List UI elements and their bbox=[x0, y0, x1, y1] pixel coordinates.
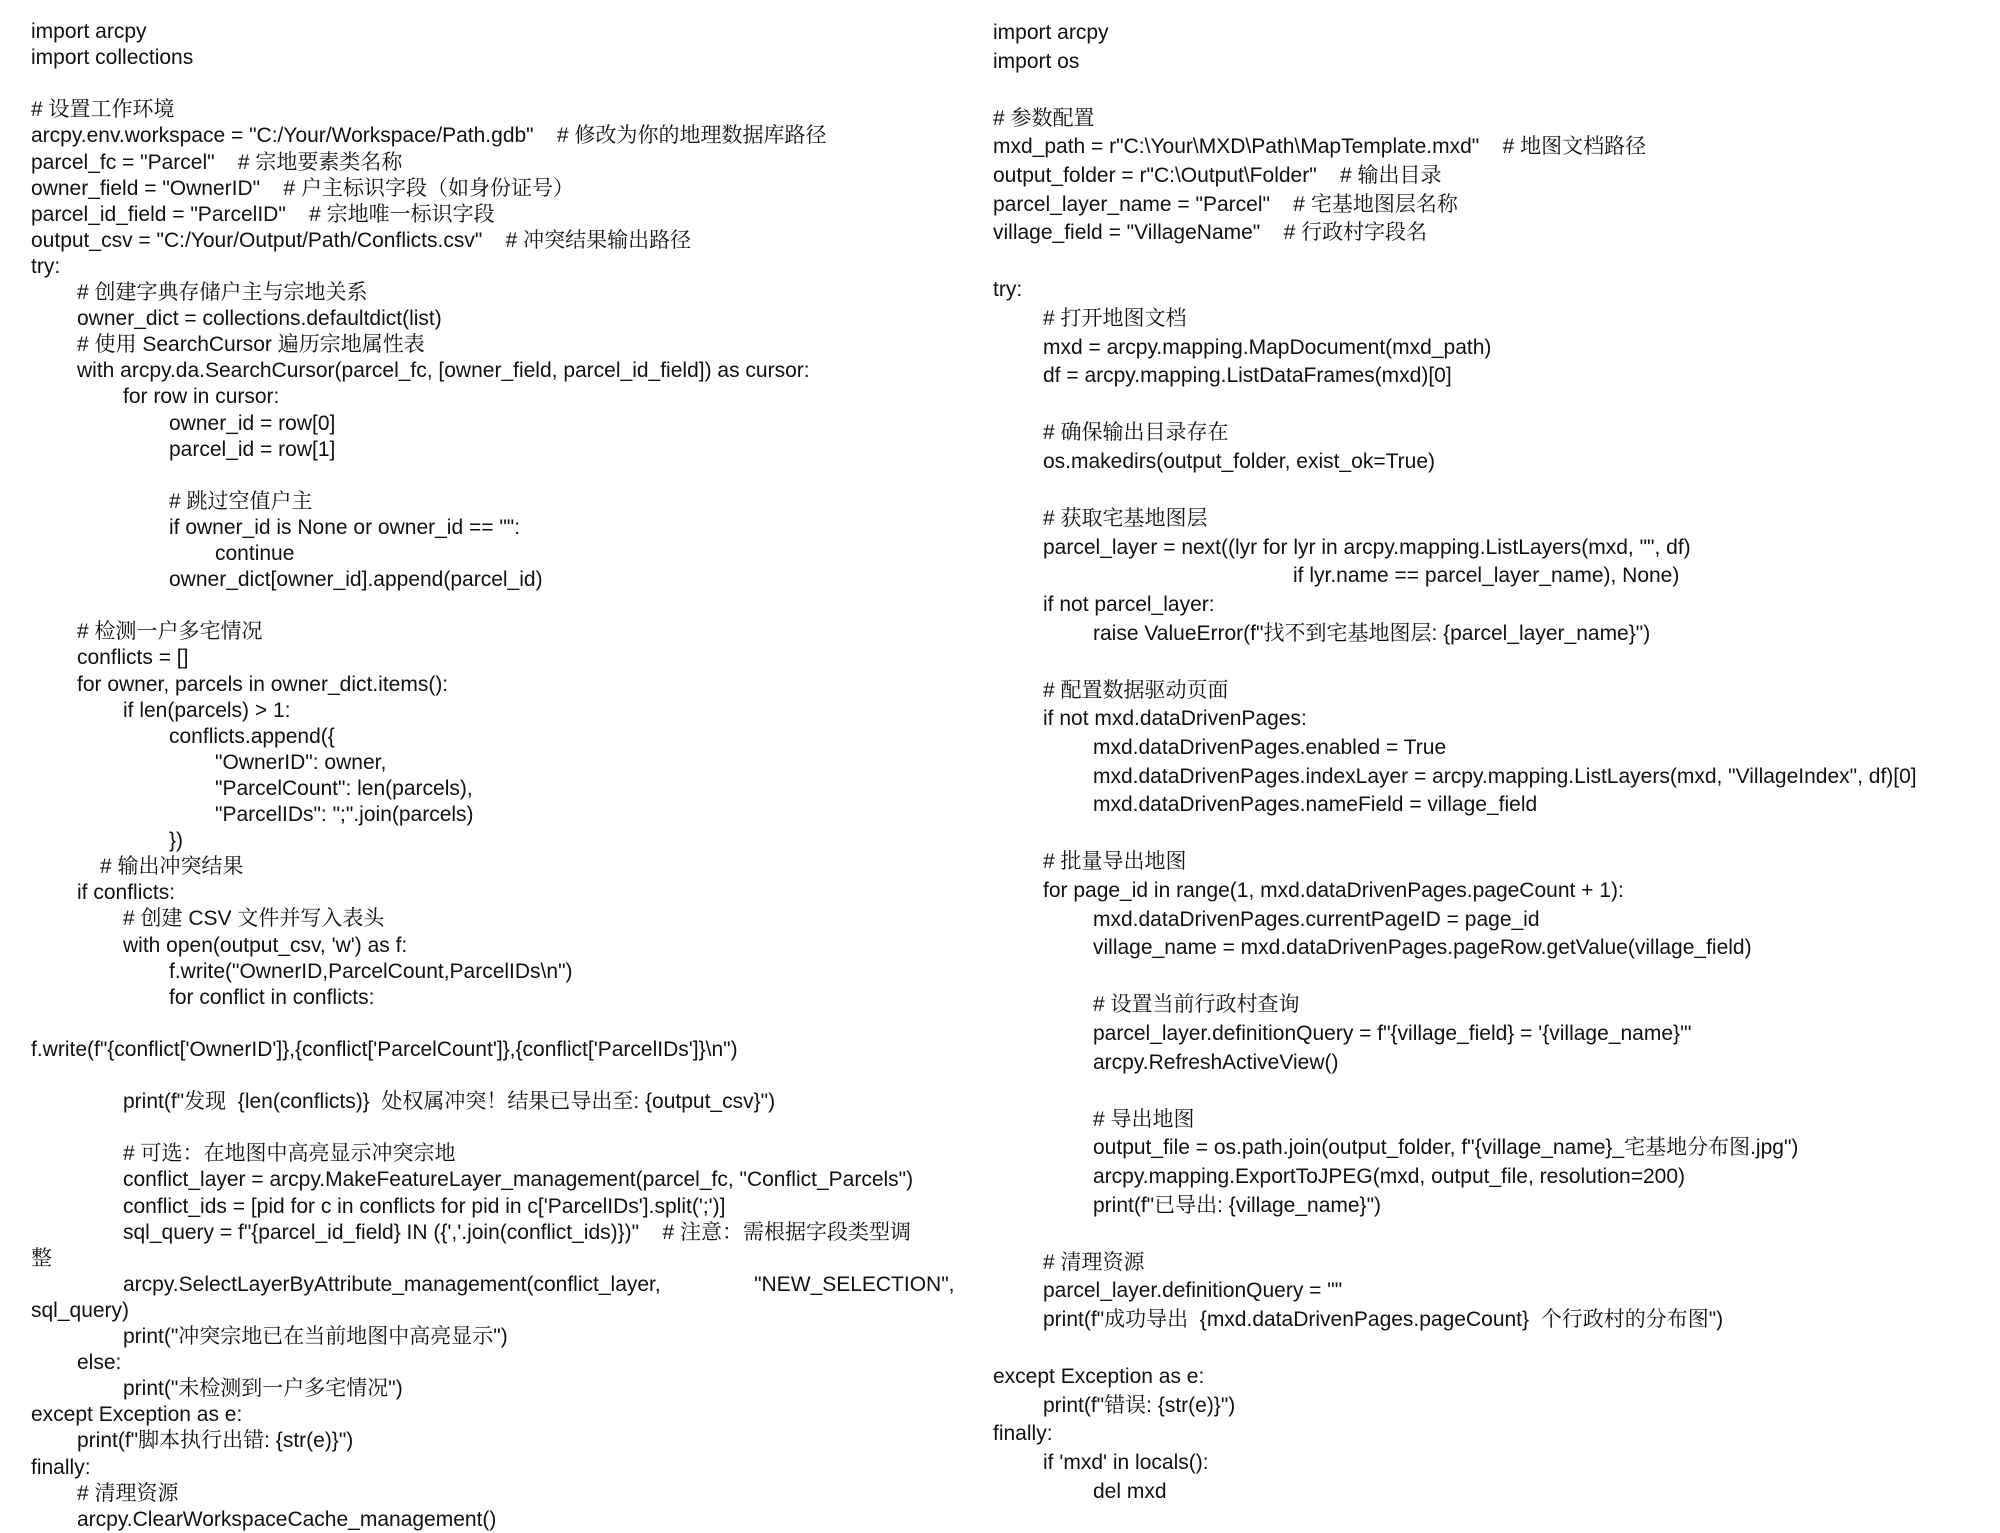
code-line: conflict_layer = arcpy.MakeFeatureLayer_management(parcel_fc, "Conflict_Parcels") bbox=[123, 1168, 914, 1192]
code-line: if lyr.name == parcel_layer_name), None) bbox=[1293, 564, 1680, 588]
code-line: # 设置工作环境 bbox=[31, 98, 175, 122]
code-line: # 创建 CSV 文件并写入表头 bbox=[123, 907, 385, 931]
code-line: # 输出冲突结果 bbox=[100, 855, 244, 879]
code-line: if conflicts: bbox=[77, 881, 176, 905]
code-line: # 配置数据驱动页面 bbox=[1043, 678, 1229, 702]
code-line: conflicts.append({ bbox=[169, 724, 335, 748]
code-line: import arcpy bbox=[993, 21, 1109, 44]
code-line: for page_id in range(1, mxd.dataDrivenPages.pageCount + 1): bbox=[1043, 879, 1624, 902]
code-line: if not mxd.dataDrivenPages: bbox=[1043, 707, 1307, 731]
code-line: sql_query = f"{parcel_id_field} IN ({','.join(conflict_ids)})" # 注意：需根据字段类型调 bbox=[123, 1220, 911, 1244]
code-line: output_folder = r"C:\Output\Folder" # 输出目录 bbox=[993, 164, 1442, 187]
code-line: except Exception as e: bbox=[31, 1403, 243, 1427]
code-line: print("未检测到一户多宅情况") bbox=[123, 1377, 403, 1401]
code-line: except Exception as e: bbox=[993, 1365, 1205, 1389]
code-line: "ParcelIDs": ";".join(parcels) bbox=[215, 803, 474, 826]
code-line: parcel_fc = "Parcel" # 宗地要素类名称 bbox=[31, 150, 403, 174]
code-line: with open(output_csv, 'w') as f: bbox=[123, 933, 408, 957]
code-line: raise ValueError(f"找不到宅基地图层: {parcel_layer_name}") bbox=[1093, 621, 1651, 645]
code-line: for owner, parcels in owner_dict.items(): bbox=[77, 672, 449, 696]
code-line: owner_dict[owner_id].append(parcel_id) bbox=[169, 568, 543, 592]
code-line: del mxd bbox=[1093, 1479, 1167, 1503]
code-line: os.makedirs(output_folder, exist_ok=True) bbox=[1043, 450, 1435, 473]
code-line: mxd.dataDrivenPages.enabled = True bbox=[1093, 736, 1447, 759]
code-line: # 导出地图 bbox=[1093, 1107, 1195, 1131]
code-line: # 清理资源 bbox=[1043, 1250, 1145, 1274]
code-line: sql_query) bbox=[31, 1298, 130, 1322]
code-line: mxd.dataDrivenPages.nameField = village_field bbox=[1093, 793, 1538, 817]
code-line: # 批量导出地图 bbox=[1043, 850, 1187, 874]
code-line: conflict_ids = [pid for c in conflicts for pid in c['ParcelIDs'].split(';')] bbox=[123, 1194, 726, 1218]
code-line: # 清理资源 bbox=[77, 1481, 179, 1505]
code-line: for row in cursor: bbox=[123, 385, 280, 409]
code-line: village_field = "VillageName" # 行政村字段名 bbox=[993, 221, 1428, 245]
code-line: import arcpy bbox=[31, 20, 147, 43]
code-line: import collections bbox=[31, 46, 194, 70]
code-line: "OwnerID": owner, bbox=[215, 750, 387, 774]
code-line: # 创建字典存储户主与宗地关系 bbox=[77, 281, 368, 304]
code-line: arcpy.env.workspace = "C:/Your/Workspace/Path.gdb" # 修改为你的地理数据库路径 bbox=[31, 124, 827, 148]
code-line: # 设置当前行政村查询 bbox=[1093, 993, 1300, 1017]
code-line: parcel_id = row[1] bbox=[169, 437, 336, 461]
code-line: print(f"已导出: {village_name}") bbox=[1093, 1193, 1382, 1217]
code-line: parcel_layer_name = "Parcel" # 宅基地图层名称 bbox=[993, 192, 1458, 216]
code-line: print("冲突宗地已在当前地图中高亮显示") bbox=[123, 1325, 508, 1348]
code-line: df = arcpy.mapping.ListDataFrames(mxd)[0] bbox=[1043, 364, 1452, 388]
code-line: arcpy.ClearWorkspaceCache_management() bbox=[77, 1507, 497, 1531]
code-line: conflicts = [] bbox=[77, 646, 189, 670]
code-line: village_name = mxd.dataDrivenPages.pageRow.getValue(village_field) bbox=[1093, 936, 1752, 960]
code-line: print(f"错误: {str(e)}") bbox=[1043, 1393, 1236, 1417]
code-line: parcel_layer = next((lyr for lyr in arcpy.mapping.ListLayers(mxd, "", df) bbox=[1043, 535, 1691, 559]
code-line: print(f"发现 {len(conflicts)} 处权属冲突！结果已导出至: {output_csv}") bbox=[123, 1090, 776, 1114]
code-line: # 跳过空值户主 bbox=[169, 489, 313, 513]
code-line: # 获取宅基地图层 bbox=[1043, 507, 1208, 531]
code-line: owner_dict = collections.defaultdict(list) bbox=[77, 307, 442, 331]
code-line: output_csv = "C:/Your/Output/Path/Conflicts.csv" # 冲突结果输出路径 bbox=[31, 228, 692, 252]
code-line: f.write("OwnerID,ParcelCount,ParcelIDs\n") bbox=[169, 959, 573, 983]
code-line: arcpy.mapping.ExportToJPEG(mxd, output_file, resolution=200) bbox=[1093, 1165, 1685, 1188]
code-line: # 参数配置 bbox=[993, 106, 1095, 130]
code-line: if not parcel_layer: bbox=[1043, 593, 1215, 616]
code-line: parcel_id_field = "ParcelID" # 宗地唯一标识字段 bbox=[31, 202, 495, 226]
code-line: owner_id = row[0] bbox=[169, 411, 336, 435]
code-line: # 可选：在地图中高亮显示冲突宗地 bbox=[123, 1142, 456, 1166]
code-line: mxd_path = r"C:\Your\MXD\Path\MapTemplate.mxd" # 地图文档路径 bbox=[993, 135, 1647, 159]
code-line: # 打开地图文档 bbox=[1043, 307, 1187, 330]
code-line: finally: bbox=[31, 1455, 91, 1479]
code-line: # 确保输出目录存在 bbox=[1043, 421, 1229, 445]
code-line: "ParcelCount": len(parcels), bbox=[215, 776, 473, 800]
code-line: if 'mxd' in locals(): bbox=[1043, 1451, 1209, 1474]
code-line: finally: bbox=[993, 1422, 1053, 1446]
code-line: owner_field = "OwnerID" # 户主标识字段（如身份证号） bbox=[31, 176, 574, 200]
code-line: output_file = os.path.join(output_folder, f"{village_name}_宅基地分布图.jpg") bbox=[1093, 1136, 1799, 1160]
code-line: }) bbox=[169, 829, 184, 853]
code-line: parcel_layer.definitionQuery = "" bbox=[1043, 1279, 1343, 1303]
code-line: with arcpy.da.SearchCursor(parcel_fc, [owner_field, parcel_id_field]) as cursor: bbox=[77, 359, 810, 383]
code-line: import os bbox=[993, 49, 1080, 73]
code-line: print(f"成功导出 {mxd.dataDrivenPages.pageCount} 个行政村的分布图") bbox=[1043, 1308, 1724, 1331]
code-line: mxd = arcpy.mapping.MapDocument(mxd_path) bbox=[1043, 335, 1492, 359]
code-line: else: bbox=[77, 1351, 122, 1375]
code-line: parcel_layer.definitionQuery = f"{village_field} = '{village_name}'" bbox=[1093, 1022, 1692, 1045]
code-line: print(f"脚本执行出错: {str(e)}") bbox=[77, 1429, 354, 1453]
code-line: 整 bbox=[31, 1246, 52, 1270]
code-line: if owner_id is None or owner_id == "": bbox=[169, 515, 521, 539]
code-line: continue bbox=[215, 542, 295, 565]
code-line: # 检测一户多宅情况 bbox=[77, 620, 263, 644]
code-line: mxd.dataDrivenPages.currentPageID = page_id bbox=[1093, 907, 1540, 931]
code-line: for conflict in conflicts: bbox=[169, 985, 375, 1009]
code-line: try: bbox=[31, 254, 61, 278]
code-line: arcpy.SelectLayerByAttribute_management(conflict_layer, "NEW_SELECTION", bbox=[123, 1272, 955, 1296]
code-line: if len(parcels) > 1: bbox=[123, 698, 291, 722]
code-line: mxd.dataDrivenPages.indexLayer = arcpy.mapping.ListLayers(mxd, "VillageIndex", df)[0] bbox=[1093, 764, 1917, 788]
code-line: try: bbox=[993, 278, 1023, 302]
code-line: arcpy.RefreshActiveView() bbox=[1093, 1050, 1339, 1074]
code-line: f.write(f"{conflict['OwnerID']},{conflict['ParcelCount']},{conflict['ParcelIDs']}\n") bbox=[31, 1037, 738, 1061]
code-line: # 使用 SearchCursor 遍历宗地属性表 bbox=[77, 333, 425, 357]
